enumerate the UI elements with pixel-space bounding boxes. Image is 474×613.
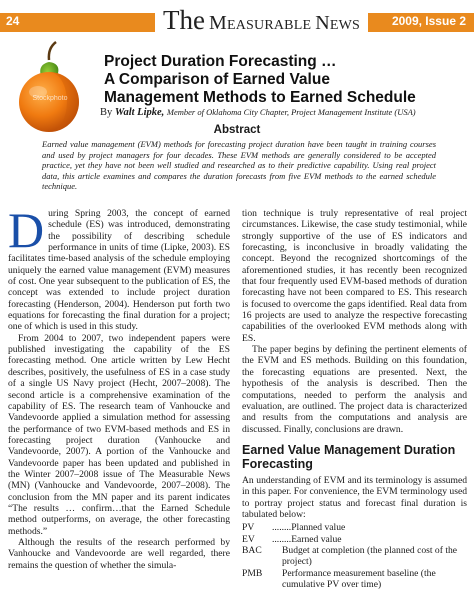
stockphoto-watermark: Stockphoto [32, 95, 68, 102]
author-name: Walt Lipke, [114, 107, 165, 118]
term-abbr: EV [242, 533, 255, 545]
byline [100, 107, 472, 118]
byline-by: By [100, 107, 113, 118]
title-line-3: Management Methods to Earned Schedule [104, 89, 416, 106]
term-definition: Budget at completion (the planned cost of the project) [282, 544, 458, 568]
body-paragraph: Although the results of the research performed by Vanhoucke and Vandevoorde are well regarded, there remains the question of whether the simula- [8, 536, 230, 571]
terminology-list [242, 522, 467, 590]
term-row [242, 545, 467, 568]
intro-paragraph [8, 202, 230, 333]
term-definition: ........Planned value [272, 522, 346, 534]
term-abbr: PMB [242, 567, 263, 579]
abstract-heading: Abstract [213, 124, 261, 136]
issue-label: 2009, Issue 2 [391, 14, 466, 28]
author-affiliation: Member of Oklahoma City Chapter, Project Management Institute (USA) [166, 107, 416, 117]
left-column [8, 202, 230, 571]
section-heading: Earned Value Management Duration Forecasting [242, 442, 456, 471]
abstract-text: Earned value management (EVM) methods for forecasting project duration have been taught in training courses and used by project managers for four decades. These EVM methods are generally considered to be accepted practice, yet they have not been well studied and researched as to their predictive capability. Using real project data, this article examines and compares the duration forecasts from five EVM methods to the earned schedule technique. [42, 139, 436, 192]
brand-measurable: Measurable [208, 12, 312, 34]
term-definition: ........Earned value [272, 533, 342, 545]
page-number: 24 [6, 14, 20, 28]
article-title [104, 53, 470, 107]
term-row [242, 534, 467, 545]
intro-text: uring Spring 2003, the concept of earned schedule (ES) was introduced, demonstrating the possibility of describing schedule performance in units of time (Lipke, 2003). ES facilitates time-based analysis of the schedule employing uniquely the earned value management (EVM) measures of cost. One year subsequent to the publication of ES, the concept was extended to include project duration forecasting (Henderson, 2004). Henderson put forth two equations for forecasting the final duration for a project; one of which is used in this study. [8, 208, 230, 333]
body-paragraph: From 2004 to 2007, two independent papers were published investigating the capability of the ES forecasting method. One article written by Lew Hecht describes, positively, the usefulness of ES in a case study of a single US Navy project (Hecht, 2007–2008). The second article is a comprehensive examination of the capability of ES. The research team of Vanhoucke and Vandevoorde applied a simulation method for assessing the performance of two EVM-based methods and ES in forecasting project duration (Vanhoucke and Vandevoorde, 2007). A portion of the Vanhoucke and Vandevoorde paper has been updated and published in the Winter 2007–2008 issue of The Measurable News (MN) (Vanhoucke and Vandevoorde, 2007–2008). The conclusion from the MN paper and its parent indicates “The results … confirm…that the Earned Schedule method outperforms, on average, the other forecasting methods.” [8, 332, 230, 537]
body-paragraph: The paper begins by defining the pertinent elements of the EVM and ES methods. Building on this foundation, the forecasting equations are presented. Next, the hypothesis of the analysis is described. Then the computations, needed to perform the analysis and evaluation, are outlined. The project data is characterized and results from the computations and analysis are discussed. Finally, conclusions are drawn. [242, 344, 467, 435]
brand-the: The [163, 5, 205, 35]
right-column [242, 208, 467, 590]
term-abbr: PV [242, 522, 255, 534]
drop-cap: D [8, 202, 45, 258]
page-header [0, 0, 474, 44]
orange-fruit-logo [8, 40, 90, 134]
title-line-1: Project Duration Forecasting … [104, 53, 337, 70]
term-abbr: BAC [242, 544, 262, 556]
term-definition: Performance measurement baseline (the cumulative PV over time) [282, 567, 436, 590]
publication-title [155, 5, 368, 37]
body-paragraph: An understanding of EVM and its terminology is assumed in this paper. For convenience, the EVM terminology used to portray project status and forecast final duration is tabulated below: [242, 474, 467, 520]
term-row [242, 568, 467, 591]
term-row [242, 522, 467, 533]
body-paragraph: tion technique is truly representative of real project circumstances. Likewise, the case study testimonial, while strongly supportive of the use of ES indicators and forecasting, is inconclusive in broadly validating the concept. Beyond the recognized shortcomings of the aforementioned studies, it has recently been recognized that four frequently used EVM-based methods of duration forecasting have not been compared to ES. This research is focused to overcome the gaps identified. Real data from 16 projects are used to analyze the respective forecasting capabilities of the overlooked EVM methods along with ES. [242, 208, 467, 344]
brand-news: News [315, 12, 361, 34]
title-line-2: A Comparison of Earned Value [104, 71, 330, 88]
